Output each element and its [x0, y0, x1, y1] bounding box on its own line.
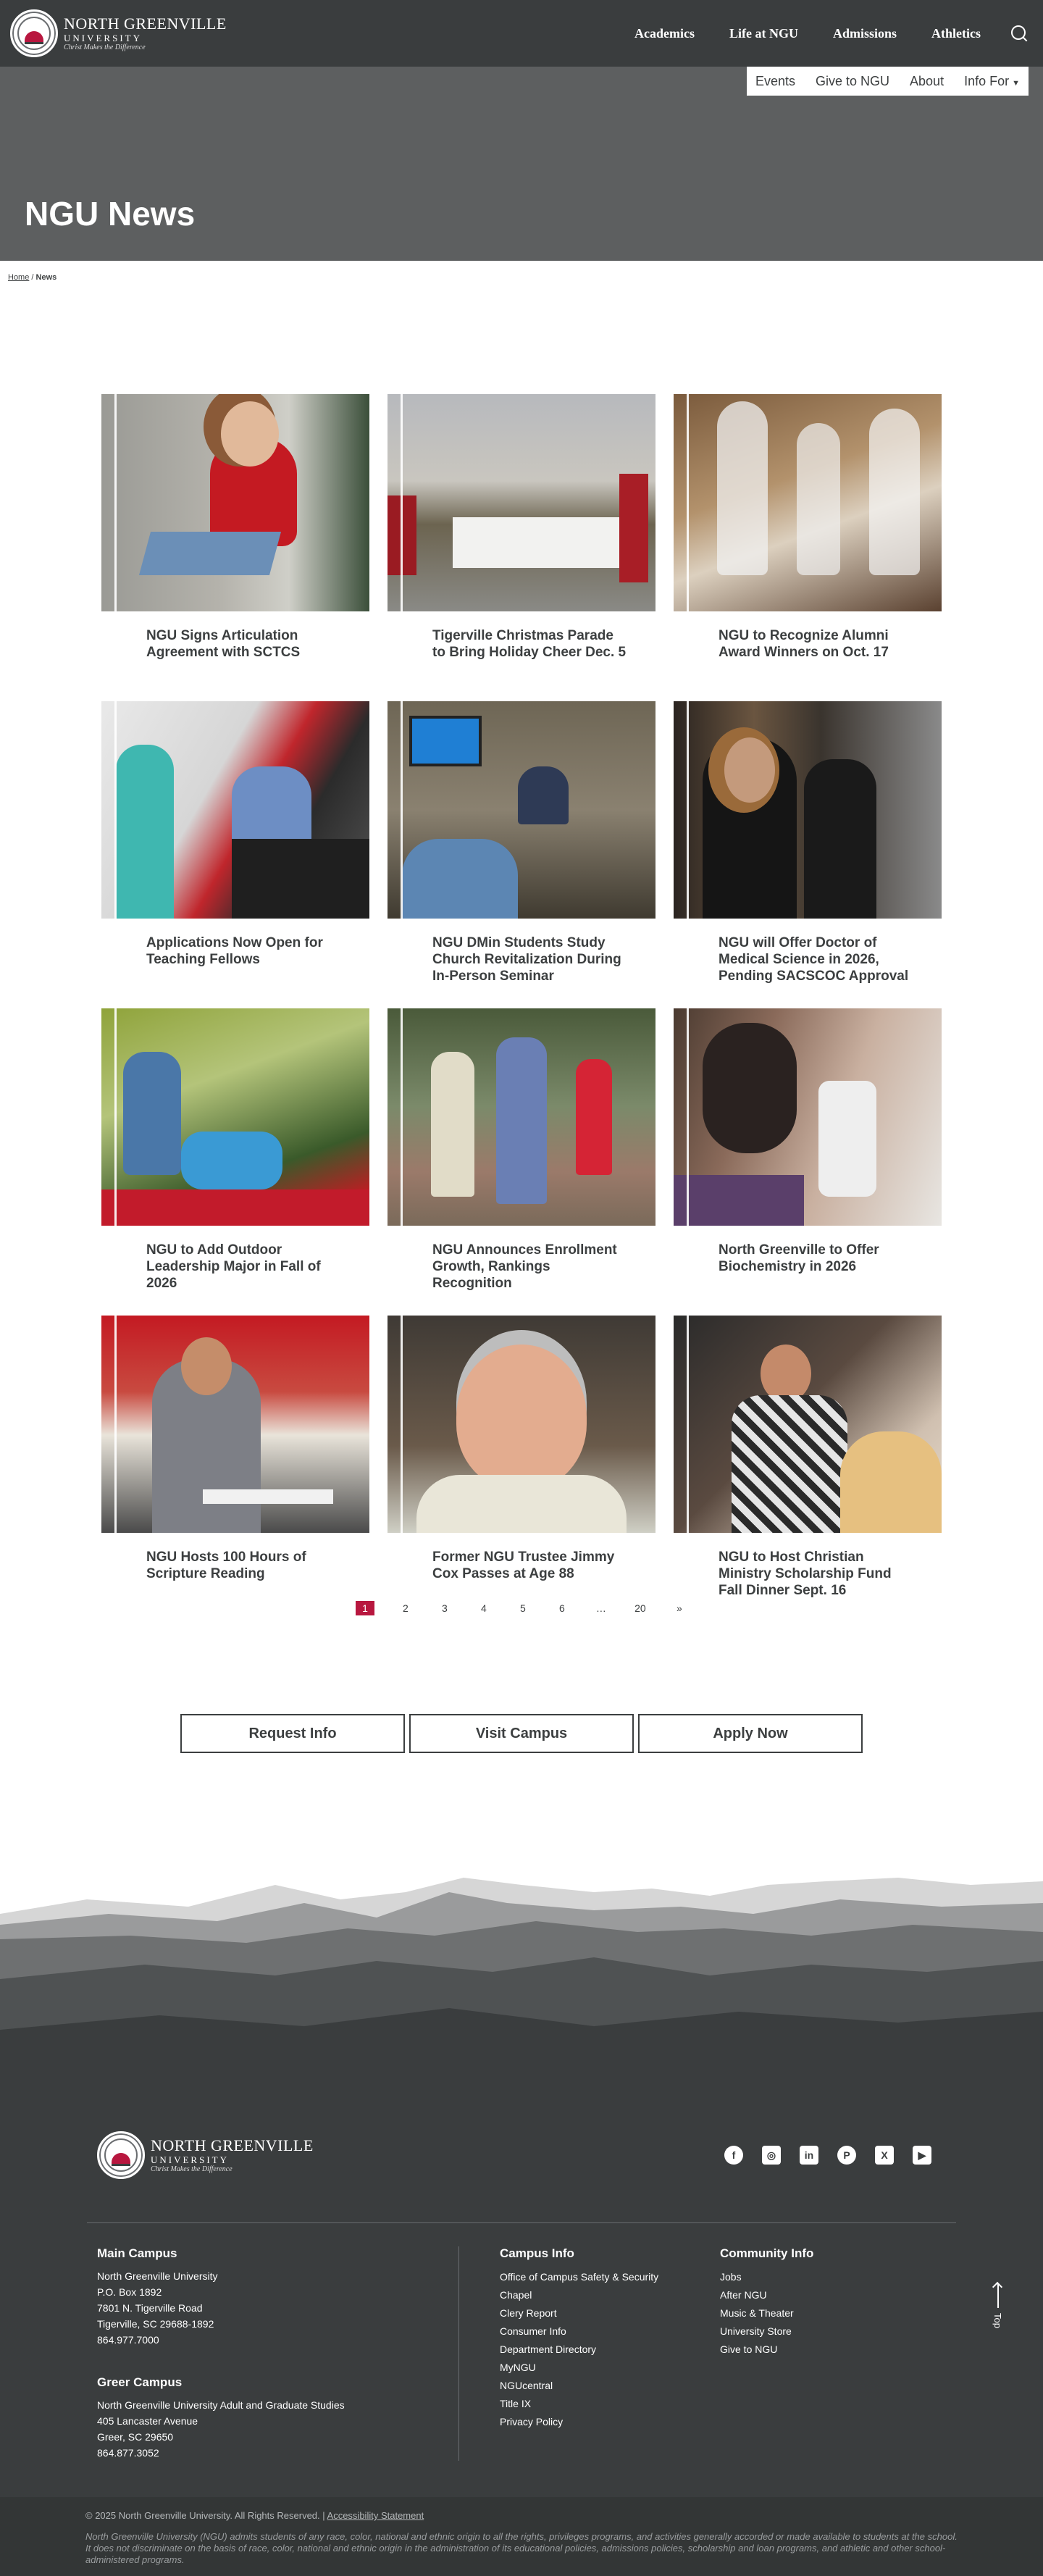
site-footer — [0, 2088, 1043, 2576]
logo-name: NORTH GREENVILLE — [64, 14, 227, 33]
search-icon[interactable] — [1010, 24, 1029, 43]
university-logo[interactable] — [10, 9, 227, 57]
greer-campus-phone[interactable]: 864.877.3052 — [97, 2447, 159, 2459]
nav-admissions[interactable]: Admissions — [832, 25, 897, 41]
news-image — [388, 394, 655, 611]
footer-link[interactable]: Jobs — [720, 2271, 742, 2283]
footer-link[interactable]: University Store — [720, 2325, 792, 2337]
page-hero — [0, 67, 1043, 261]
request-info-button[interactable]: Request Info — [180, 1714, 405, 1753]
news-card[interactable] — [101, 1316, 369, 1623]
news-image — [388, 1008, 655, 1226]
footer-link[interactable]: Department Directory — [500, 2343, 597, 2355]
campus-addresses — [97, 2246, 459, 2461]
visit-campus-button[interactable]: Visit Campus — [409, 1714, 634, 1753]
linkedin-icon[interactable]: in — [800, 2146, 818, 2165]
news-title: NGU Hosts 100 Hours of Scripture Reading — [146, 1550, 306, 1581]
youtube-icon[interactable]: ▶ — [913, 2146, 931, 2165]
page-6-button[interactable]: 6 — [558, 1602, 565, 1614]
main-campus-line: North Greenville University — [97, 2270, 218, 2282]
news-card[interactable] — [674, 701, 942, 1008]
breadcrumb-home[interactable]: Home — [8, 273, 30, 282]
page-1-button[interactable]: 1 — [356, 1601, 374, 1615]
utility-about[interactable]: About — [910, 73, 944, 88]
logo-university: UNIVERSITY — [151, 2154, 229, 2165]
cta-buttons — [0, 1714, 1043, 1753]
news-image — [388, 701, 655, 919]
page-2-button[interactable]: 2 — [402, 1602, 409, 1614]
page-4-button[interactable]: 4 — [480, 1602, 487, 1614]
news-image — [101, 1316, 369, 1533]
footer-link[interactable]: Privacy Policy — [500, 2416, 564, 2427]
logo-motto: Christ Makes the Difference — [151, 2165, 233, 2173]
page-title: NGU News — [25, 195, 196, 233]
nav-life-at-ngu[interactable]: Life at NGU — [729, 25, 798, 41]
x-icon[interactable]: X — [875, 2146, 894, 2165]
news-card[interactable] — [674, 1316, 942, 1623]
utility-nav — [747, 67, 1029, 96]
utility-events[interactable]: Events — [755, 73, 795, 88]
news-title: NGU to Add Outdoor Leadership Major in Fall of 2026 — [146, 1242, 321, 1291]
news-title: North Greenville to Offer Biochemistry in 2026 — [719, 1242, 879, 1274]
footer-logo[interactable] — [97, 2131, 314, 2179]
news-image — [101, 1008, 369, 1226]
logo-university: UNIVERSITY — [64, 32, 142, 43]
nondiscrimination-disclaimer: North Greenville University (NGU) admits students of any race, color, national and ethnic origin to all the rights, privileges programs, and activities generally accorded or made available to students at the school. It does not discriminate on the basis of race, color, national and ethnic origin in the administration of its educational policies, admissions policies, scholarship and loan programs, and athletic and other school-administered programs. — [85, 2531, 958, 2565]
social-links — [724, 2146, 931, 2165]
news-card[interactable] — [388, 1008, 655, 1316]
news-card[interactable] — [674, 394, 942, 701]
pagination-ellipsis: … — [595, 1602, 606, 1614]
top-label: Top — [992, 2313, 1004, 2328]
copyright-bar — [0, 2497, 1043, 2576]
utility-info-for[interactable] — [964, 74, 1020, 89]
greer-campus-line: North Greenville University Adult and Graduate Studies — [97, 2399, 345, 2411]
news-card[interactable] — [388, 701, 655, 1008]
copyright-text: © 2025 North Greenville University. All Rights Reserved. | — [85, 2510, 325, 2521]
news-card[interactable] — [101, 1008, 369, 1316]
news-card[interactable] — [101, 394, 369, 701]
facebook-icon[interactable]: f — [724, 2146, 743, 2165]
main-campus-line: P.O. Box 1892 — [97, 2286, 162, 2298]
footer-link[interactable]: After NGU — [720, 2289, 767, 2301]
greer-campus-line: Greer, SC 29650 — [97, 2431, 174, 2443]
university-seal-icon — [10, 9, 58, 57]
breadcrumb — [0, 261, 1043, 307]
campus-info-heading: Campus Info — [500, 2246, 574, 2260]
news-image — [388, 1316, 655, 1533]
news-card[interactable] — [101, 701, 369, 1008]
instagram-icon[interactable]: ◎ — [762, 2146, 781, 2165]
caret-down-icon: ▼ — [1012, 78, 1020, 88]
info-for-label: Info For — [964, 73, 1010, 88]
logo-motto: Christ Makes the Difference — [64, 43, 146, 51]
main-nav — [634, 24, 1029, 43]
pinterest-icon[interactable]: P — [837, 2146, 856, 2165]
news-image — [101, 394, 369, 611]
news-card[interactable] — [674, 1008, 942, 1316]
breadcrumb-separator: / — [29, 273, 36, 282]
footer-link[interactable]: NGUcentral — [500, 2380, 553, 2391]
nav-academics[interactable]: Academics — [634, 25, 695, 41]
news-card[interactable] — [388, 1316, 655, 1623]
apply-now-button[interactable]: Apply Now — [638, 1714, 863, 1753]
logo-name: NORTH GREENVILLE — [151, 2136, 314, 2154]
news-title: NGU Announces Enrollment Growth, Rankings Recognition — [432, 1242, 617, 1291]
community-info-links — [720, 2246, 923, 2461]
community-info-heading: Community Info — [720, 2246, 814, 2260]
footer-link[interactable]: Clery Report — [500, 2307, 557, 2319]
footer-link[interactable]: Chapel — [500, 2289, 532, 2301]
main-campus-phone[interactable]: 864.977.7000 — [97, 2334, 159, 2346]
next-page-button[interactable]: » — [676, 1602, 682, 1614]
news-title: NGU will Offer Doctor of Medical Science in 2026, Pending SACSCOC Approval — [719, 935, 909, 984]
page-5-button[interactable]: 5 — [519, 1602, 526, 1614]
footer-link[interactable]: Title IX — [500, 2398, 532, 2409]
footer-link[interactable]: Consumer Info — [500, 2325, 566, 2337]
page-20-button[interactable]: 20 — [634, 1602, 646, 1614]
back-to-top-button[interactable] — [990, 2283, 1005, 2326]
news-title: Former NGU Trustee Jimmy Cox Passes at Age 88 — [432, 1550, 615, 1581]
mountain-graphic — [0, 1870, 1043, 2088]
news-title: NGU to Host Christian Ministry Scholarship Fund Fall Dinner Sept. 16 — [719, 1550, 892, 1598]
news-title: NGU to Recognize Alumni Award Winners on Oct. 17 — [719, 628, 889, 660]
news-card[interactable] — [388, 394, 655, 701]
news-image — [674, 1316, 942, 1533]
breadcrumb-current: News — [35, 273, 57, 282]
news-image — [101, 701, 369, 919]
footer-link[interactable]: Give to NGU — [720, 2343, 778, 2355]
university-seal-icon — [97, 2131, 145, 2179]
news-title: NGU Signs Articulation Agreement with SCTCS — [146, 628, 301, 660]
footer-link[interactable]: Music & Theater — [720, 2307, 794, 2319]
main-campus-line: Tigerville, SC 29688-1892 — [97, 2318, 214, 2330]
greer-campus-heading: Greer Campus — [97, 2375, 183, 2389]
news-title: Applications Now Open for Teaching Fellows — [146, 935, 323, 967]
news-image — [674, 1008, 942, 1226]
site-header — [0, 0, 1043, 67]
page-3-button[interactable]: 3 — [441, 1602, 448, 1614]
accessibility-link[interactable]: Accessibility Statement — [327, 2510, 424, 2521]
nav-athletics[interactable]: Athletics — [931, 25, 981, 41]
news-image — [674, 394, 942, 611]
utility-give[interactable]: Give to NGU — [816, 73, 890, 88]
arrow-up-icon — [997, 2283, 999, 2308]
news-image — [674, 701, 942, 919]
main-campus-line: 7801 N. Tigerville Road — [97, 2302, 203, 2314]
main-campus-heading: Main Campus — [97, 2246, 177, 2260]
footer-link[interactable]: Office of Campus Safety & Security — [500, 2271, 659, 2283]
footer-link[interactable]: MyNGU — [500, 2362, 536, 2373]
campus-info-links — [459, 2246, 720, 2461]
news-title: Tigerville Christmas Parade to Bring Holiday Cheer Dec. 5 — [432, 628, 627, 660]
greer-campus-line: 405 Lancaster Avenue — [97, 2415, 198, 2427]
news-title: NGU DMin Students Study Church Revitalization During In-Person Seminar — [432, 935, 621, 984]
news-grid — [101, 394, 942, 1623]
